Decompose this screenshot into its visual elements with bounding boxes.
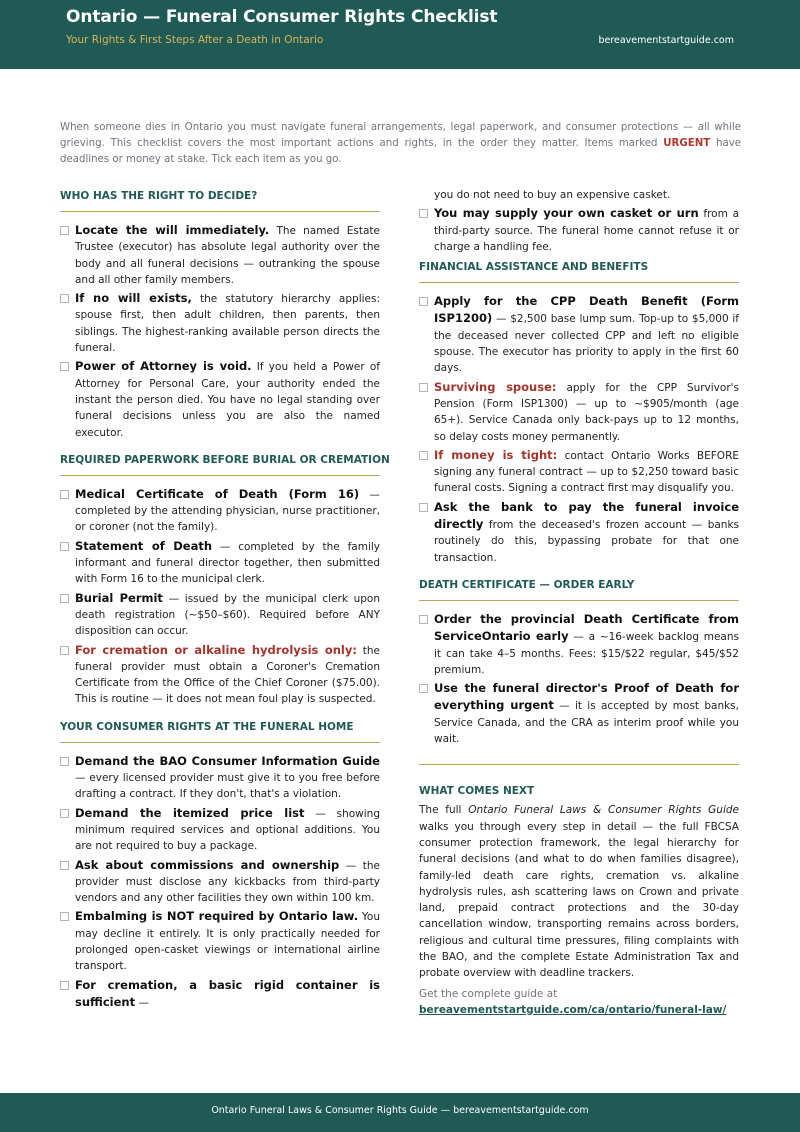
item-body: from a third-party source. The funeral home cannot refuse it or charge a handling fee. [434,208,739,253]
item-body: If you held a Power of Attorney for Personal Care, your authority ended the instant the person died. You have no legal standing over funeral decisions unless you are also the named executor. [75,361,380,439]
checkbox[interactable] [60,809,69,818]
checklist-item [60,486,380,536]
checklist-item [419,293,739,376]
section-spacer [60,443,380,450]
item-lead: Use the funeral director's Proof of Death for everything urgent [434,681,739,713]
continued-text: you do not need to buy an expensive casket. [434,189,671,201]
checklist-item [60,642,380,708]
next-body [419,802,739,981]
checkbox[interactable] [60,226,69,235]
item-lead: Ask the bank to pay the funeral invoice directly [434,499,739,532]
item-lead: You may supply your own casket or urn [434,206,699,221]
checkbox[interactable] [60,646,69,655]
item-body: — completed by the family informant and funeral director together, then submitted with Form 16 to the municipal clerk. [75,540,380,586]
intro-paragraph [60,120,741,168]
checklist-item [60,908,380,974]
item-lead: Order the provincial Death Certificate from ServiceOntario early [434,611,739,644]
checkbox[interactable] [60,861,69,870]
section-rule [419,600,739,601]
item-lead: Ask about commissions and ownership [75,857,340,872]
checkbox[interactable] [60,294,69,303]
item-body: the funeral provider must obtain a Coroner's Cremation Certificate from the Office of the Chief Coroner ($75.00). This is routine — it does not mean foul play is suspected. [75,644,380,706]
item-lead: Statement of Death [75,538,213,553]
item-lead: If money is tight: [434,447,558,462]
item-body: — issued by the municipal clerk upon death registration (~$50–$60). Required before ANY disposition can occur. [75,592,380,638]
section-title: WHO HAS THE RIGHT TO DECIDE? [60,190,258,202]
checklist-item [60,857,380,907]
item-body: — it is accepted by most banks, Service Canada, and the CRA as interim proof while you wait. [434,700,739,746]
item-lead: Power of Attorney is void. [75,359,252,374]
checklist-item [419,379,739,445]
checklist-item [419,205,739,255]
checkbox[interactable] [419,684,428,693]
item-body: apply for the CPP Survivor's Pension (Form ISP1300) — up to ~$905/month (age 65+). Service Canada only back-pays up to 12 months, so delay costs money permanently. [434,381,739,443]
checkbox[interactable] [60,981,69,990]
section-title: YOUR CONSUMER RIGHTS AT THE FUNERAL HOME [60,720,354,733]
checklist-item [419,680,739,747]
item-lead: Medical Certificate of Death (Form 16) [75,486,360,501]
checklist-item [60,538,380,588]
checkbox[interactable] [60,490,69,499]
checkbox[interactable] [60,912,69,921]
section-rule [60,475,380,476]
section-title: FINANCIAL ASSISTANCE AND BENEFITS [419,261,649,274]
page-header [0,0,800,69]
section-title: DEATH CERTIFICATE — ORDER EARLY [419,578,635,591]
item-lead: If no will exists, [75,291,192,306]
item-body: the statutory hierarchy applies: spouse first, then adult children, then parents, then siblings. The highest-ranking available person directs the funeral. [75,293,380,355]
left-column [60,186,390,1020]
urgent-keyword: URGENT [663,138,711,149]
checkbox[interactable] [419,451,428,460]
checkbox[interactable] [419,297,428,306]
item-body: — completed by the attending physician, nurse practitioner, or coroner (not the family). [75,488,380,534]
item-body: — $2,500 base lump sum. Top-up to $5,000 if the deceased never collected CPP and left no eligible spouse. The executor has priority to apply in the first 60 days. [434,313,739,375]
section-rule [60,211,380,212]
item-lead: Burial Permit [75,590,163,605]
item-body: — [135,996,149,1009]
page-footer [0,1093,800,1132]
section-rule [60,742,380,743]
guide-link[interactable]: bereavementstartguide.com/ca/ontario/funeral-law/ [419,1003,727,1016]
item-lead: Demand the BAO Consumer Information Guide [75,753,380,768]
checkbox[interactable] [60,362,69,371]
divider [419,764,739,765]
checkbox[interactable] [60,594,69,603]
section-spacer [419,568,739,575]
checkbox[interactable] [419,383,428,392]
section-title: REQUIRED PAPERWORK BEFORE BURIAL OR CREMATION [60,453,390,466]
next-body-pre: The full [419,804,469,817]
item-body: from the deceased's frozen account — banks routinely do this, bypassing probate for that one transaction. [434,519,739,564]
checklist-item [419,447,739,497]
item-body: — the provider must disclose any kickbacks from third-party vendors and any other facilities they own within 100 km. [75,859,380,905]
item-lead: Surviving spouse: [434,379,557,394]
checkbox[interactable] [419,209,428,218]
item-body: — showing minimum required services and optional additions. You are not required to buy a package. [75,807,380,853]
checkbox[interactable] [419,615,428,624]
next-cta: Get the complete guide at [419,987,558,1000]
item-lead: Apply for the CPP Death Benefit (Form ISP1200) [434,294,739,326]
item-lead: For cremation or alkaline hydrolysis only: [75,642,357,657]
checkbox[interactable] [60,757,69,766]
next-title: WHAT COMES NEXT [419,785,535,798]
section-spacer [60,710,380,717]
header-site-link[interactable]: bereavementstartguide.com [598,35,734,46]
checklist-item [60,222,380,288]
section-rule [419,282,739,283]
right-column [419,186,739,1018]
item-body: You may decline it entirely. It is only practically needed for prolonged open-casket viewings or international airline transport. [75,911,380,973]
checklist-item [60,290,380,356]
section-spacer [60,1013,380,1020]
intro-text-after: have deadlines or money at stake. Tick each item as you go. [60,138,741,165]
checkbox[interactable] [60,542,69,551]
guide-title: Ontario Funeral Laws & Consumer Rights Guide [468,804,739,817]
checklist-item [419,499,739,566]
checklist-item [60,753,380,803]
checklist-item [60,358,380,440]
page-subtitle: Your Rights & First Steps After a Death in Ontario [66,34,324,46]
page-title: Ontario — Funeral Consumer Rights Checklist [66,7,498,27]
footer-text: Ontario Funeral Laws & Consumer Rights Guide — bereavementstartguide.com [211,1105,589,1116]
item-body: The named Estate Trustee (executor) has absolute legal authority over the body and all funeral decisions — outranking the spouse and all other family members. [75,225,380,286]
checklist-item [60,590,380,640]
checklist-item [419,611,739,678]
item-lead: For cremation, a basic rigid container is sufficient [75,977,380,1009]
intro-text-before: When someone dies in Ontario you must navigate funeral arrangements, legal paperwork, and consumer protections — all while grieving. This checklist covers the most important actions and rights, in the order they matter. Items marked [60,122,741,149]
item-lead: Demand the itemized price list [75,805,305,820]
item-body: — every licensed provider must give it to you free before drafting a contract. If they don't, that's a violation. [75,772,380,801]
item-body: — a ~16-week backlog means it can take 4–5 months. Fees: $15/$22 regular, $45/$52 premium. [434,631,739,676]
checklist-item [60,977,380,1012]
right-sections [419,257,739,756]
item-lead: Embalming is NOT required by Ontario law. [75,909,359,924]
item-body: contact Ontario Works BEFORE signing any funeral contract — up to $2,250 toward basic funeral costs. Signing a contract first may disqualify you. [434,449,740,495]
next-body-post: walks you through every step in detail — the full FBCSA consumer protection framework, the legal hierarchy for funeral decisions (and what to do when families disagree), family-led death care rights, cremation vs. alkaline hydrolysis rules, ash scattering laws on Crown and private land, prepaid contract protections and the 30-day cancellation window, transporting remains across borders, religious and cultural time pressures, filing complaints with the BAO, and the complete Estate Administration Tax and probate overview with deadline trackers. [419,820,739,980]
checklist-item [60,805,380,855]
item-lead: Locate the will immediately. [75,223,270,237]
checkbox[interactable] [419,503,428,512]
section-spacer [419,749,739,756]
